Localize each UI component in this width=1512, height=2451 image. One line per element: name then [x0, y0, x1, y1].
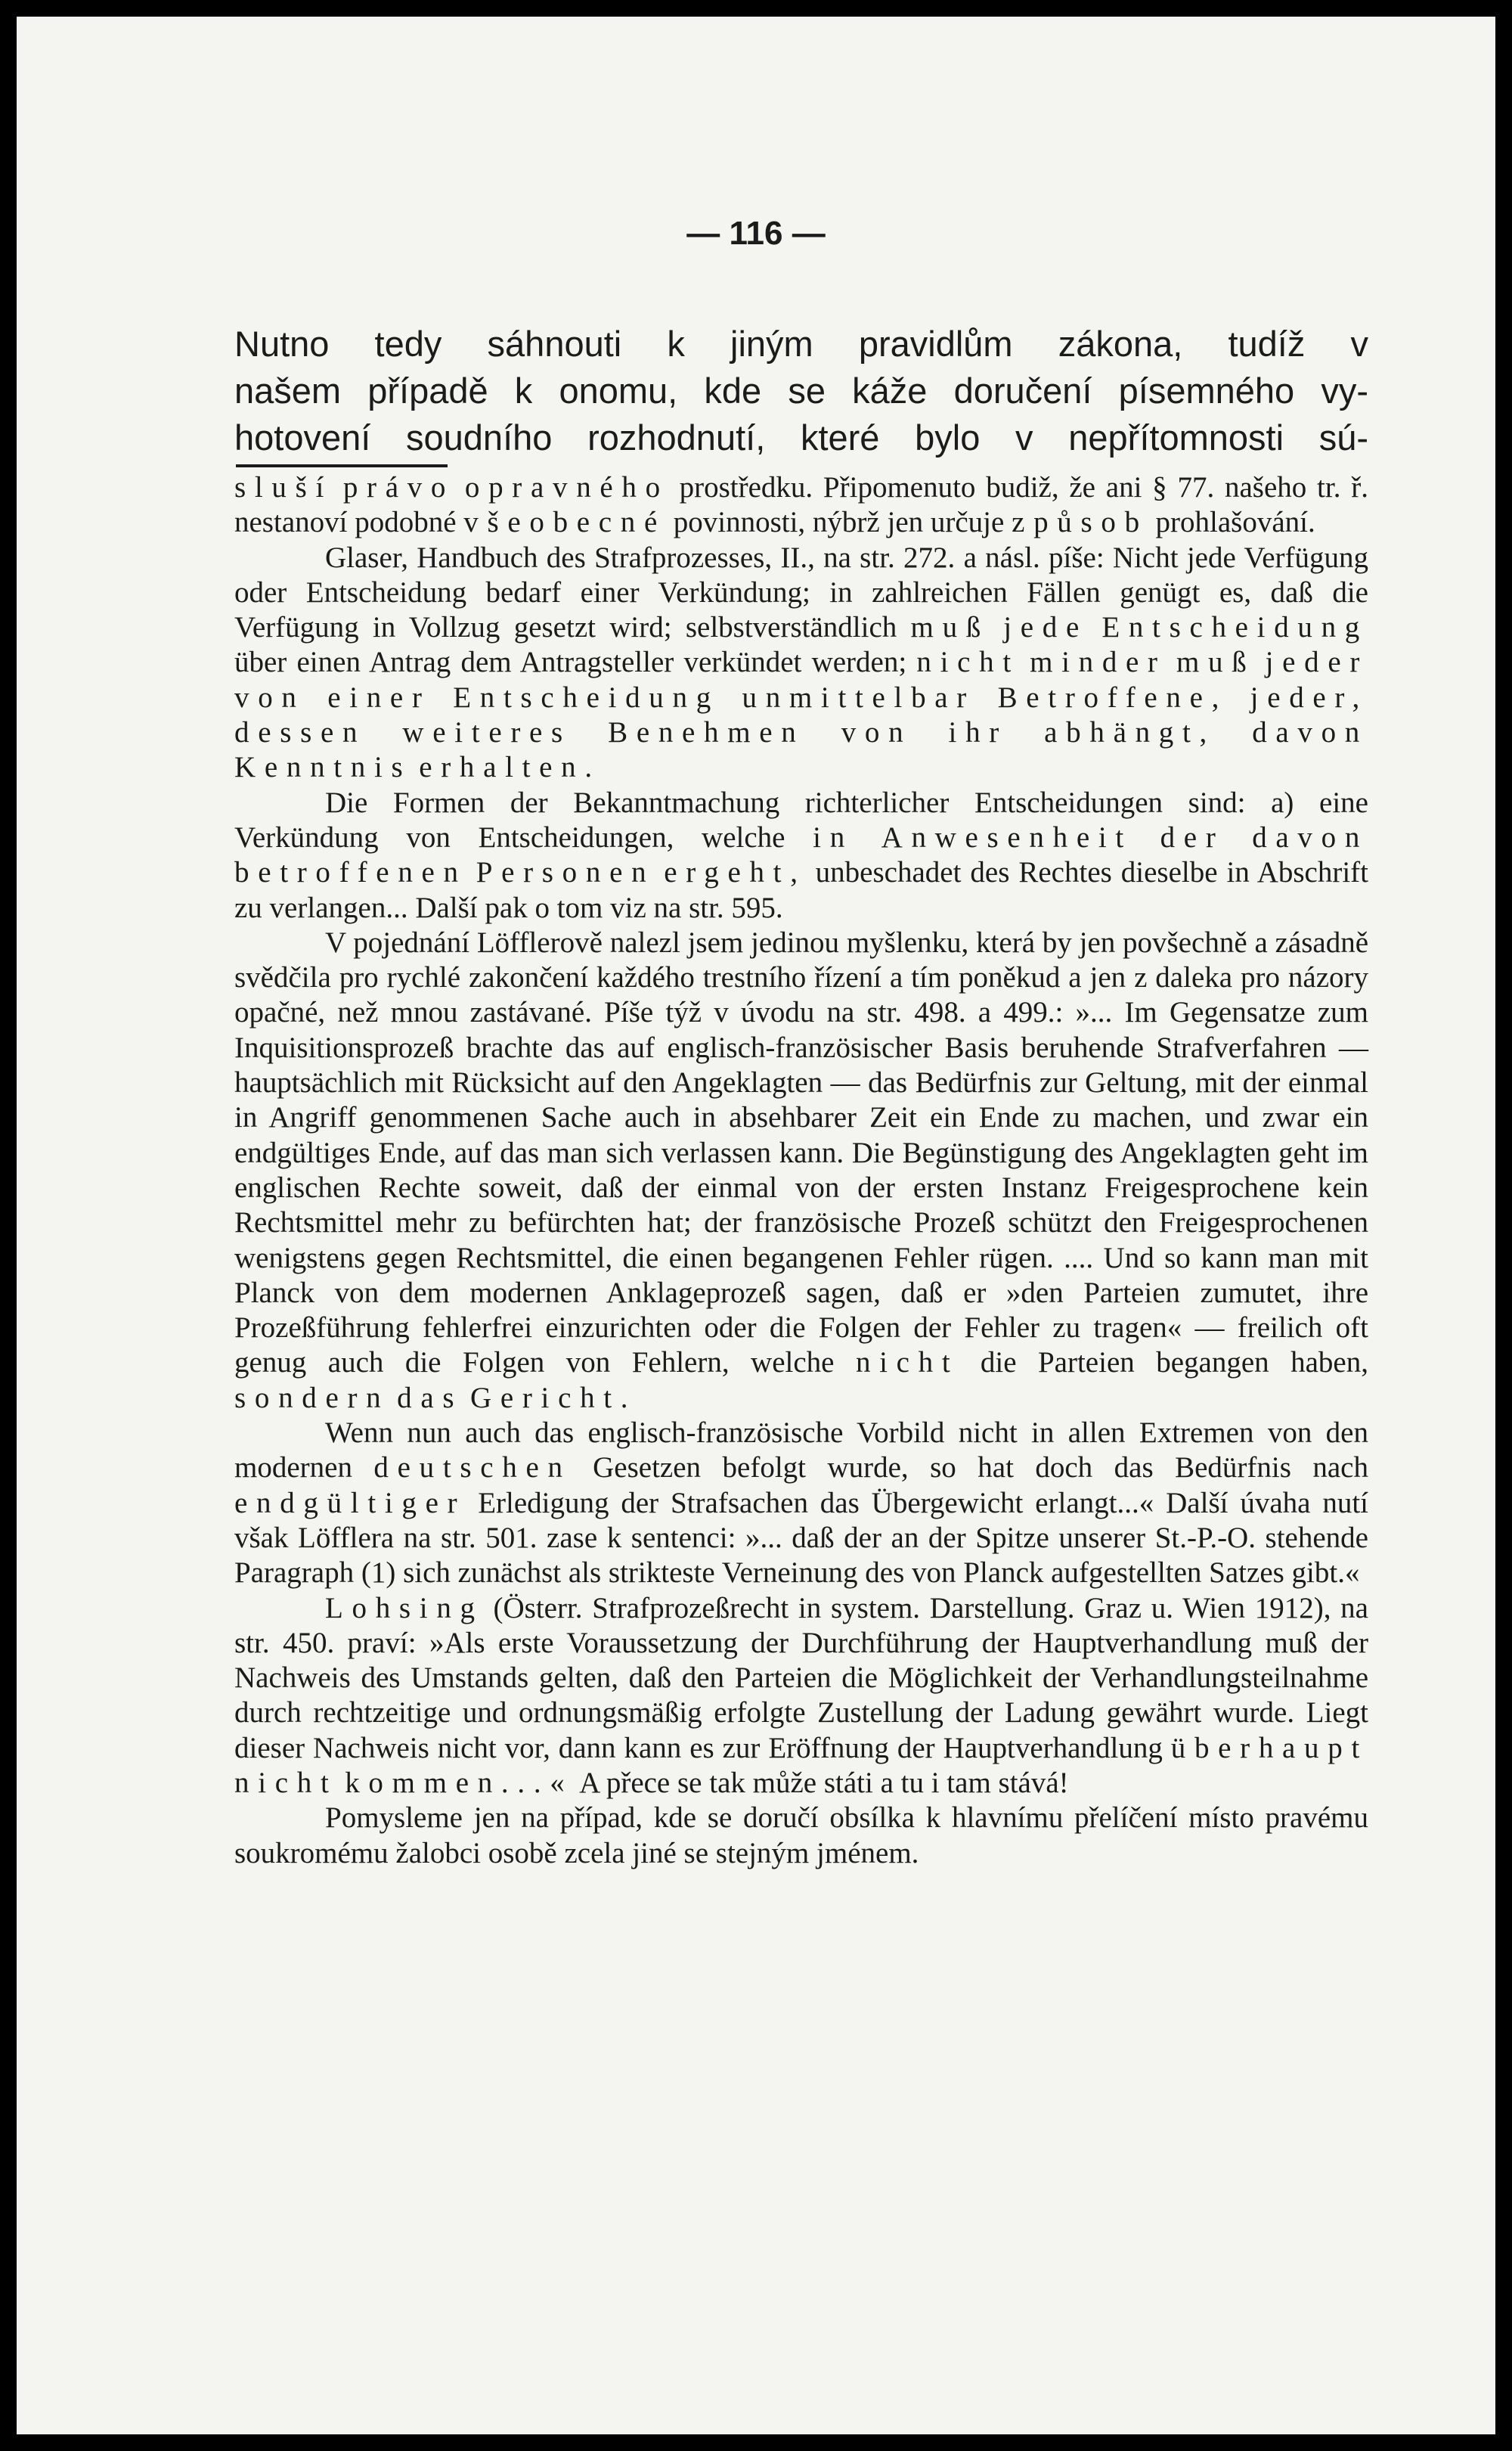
spaced-word: nicht [234, 1766, 338, 1799]
spaced-word: erhalten. [419, 751, 601, 784]
spaced-word: Entscheidung [453, 681, 720, 714]
text-run: unbeschadet des Rechtes dieselbe in Abschrift zu verlangen... Další pak o tom viz na str. 595. [234, 856, 1368, 924]
book-page [17, 17, 1495, 2434]
paragraph [234, 1801, 1368, 1871]
spaced-word: opravného [464, 471, 669, 504]
spaced-word: weiteres [402, 716, 572, 749]
paragraph [234, 1591, 1368, 1801]
spaced-word: Kenntnis [234, 751, 412, 784]
spaced-word: Personen [476, 856, 655, 889]
text-run: die Parteien begangen haben, [959, 1346, 1368, 1379]
text-run: Wenn nun auch das englisch-französische Vorbild nicht in allen Extremen von den modernen [234, 1416, 1368, 1485]
spaced-word: jeder [1265, 646, 1369, 679]
text-run: A přece se tak může státi a tu i tam stává! [573, 1766, 1069, 1799]
spaced-word: Benehmen [608, 716, 805, 749]
main-text-line: hotovení soudního rozhodnutí, které bylo v nepřítomnosti sú- [234, 417, 1368, 458]
paragraph [234, 926, 1368, 1416]
spaced-word: überhaupt [1170, 1731, 1368, 1764]
spaced-word: deutschen [373, 1451, 572, 1485]
spaced-word: dessen [234, 716, 367, 749]
text-run: Glaser, Handbuch des Strafprozesses, II., na str. 272. a násl. píše: Nicht jede Verfügung oder Entscheidung bedarf einer Verkündung; in zahlreichen Fällen genügt es, daß die Verfügung in Vollzug gesetzt wird; selbstverständlich [234, 541, 1368, 644]
spaced-word: Gericht. [469, 1381, 637, 1414]
main-text-line: našem případě k onomu, kde se káže doručení písemného vy- [234, 371, 1368, 411]
text-run: Pomysleme jen na případ, kde se doručí obsílka k hlavnímu přelíčení místo pravému soukromému žalobci osobě zcela jiné se stejným jménem. [234, 1801, 1368, 1869]
text-run: prostředku. Připomenuto budiž, že ani § 77. našeho tr. ř. nestanoví podobné [234, 471, 1368, 539]
spaced-word: von [841, 716, 912, 749]
spaced-word: davon [1252, 716, 1368, 749]
spaced-word: Betroffene, [997, 681, 1228, 714]
spaced-word: ihr [948, 716, 1008, 749]
spaced-word: nicht [855, 1346, 959, 1379]
text-run: (Österr. Strafprozeßrecht in system. Darstellung. Graz u. Wien 1912), na str. 450. praví: »Als erste Voraussetzung der Durchführung der Hauptverhandlung muß der Nachweis des Umstands gelten, daß den Parteien die Möglichkeit der Verhandlungsteilnahme durch rechtzeitige und ordnungsmäßig erfolgte Zustellung der Ladung gewährt wurde. Liegt dieser Nachweis nicht vor, dann kann es zur Eröffnung der Hauptverhandlung [234, 1591, 1368, 1764]
spaced-word: in [813, 821, 854, 854]
text-run: povinnosti, nýbrž jen určuje [666, 506, 1012, 539]
spaced-word: minder [1030, 646, 1167, 679]
spaced-word: endgültiger [234, 1486, 466, 1519]
page-number: — 116 — [686, 215, 826, 252]
paragraph [234, 470, 1368, 541]
paragraph [234, 1416, 1368, 1590]
spaced-word: muß [1176, 646, 1256, 679]
text-run: prohlašování. [1148, 506, 1315, 539]
spaced-word: Lohsing [325, 1591, 484, 1624]
main-text-block [234, 321, 1368, 461]
paragraph [234, 786, 1368, 926]
spaced-word: abhängt, [1044, 716, 1216, 749]
spaced-word: davon [1252, 821, 1369, 854]
spaced-word: der [1160, 821, 1225, 854]
spaced-word: způsob [1012, 506, 1148, 539]
text-run: Gesetzen befolgt wurde, so hat doch das Bedürfnis nach [571, 1451, 1368, 1485]
text-run: Die Formen der Bekanntmachung richterlicher Entscheidungen sind: a) eine Verkündung von Entscheidungen, welche [234, 786, 1368, 854]
spaced-word: všeobecné [463, 506, 666, 539]
spaced-word: nicht [916, 646, 1020, 679]
spaced-word: sondern [234, 1381, 390, 1414]
footnote-text-block [234, 470, 1368, 1871]
spaced-word: sluší [234, 471, 333, 504]
spaced-word: das [397, 1381, 463, 1414]
text-run: V pojednání Löfflerově nalezl jsem jedinou myšlenku, která by jen povšechně a zásadně svědčila pro rychlé zakončení každého trestního řízení a tím poněkud a jen z daleka pro názory opačné, než mnou zastávané. Píše týž v úvodu na str. 498. a 499.: »... Im Gegensatze zum Inquisitionsprozeß brachte das auf englisch-französischer Basis beruhende Strafverfahren — hauptsächlich mit Rücksicht auf den Angeklagten — das Bedürfnis zur Geltung, mit der einmal in Angriff genommenen Sache auch in absehbarer Zeit ein Ende zu machen, und zwar ein endgültiges Ende, auf das man sich verlassen kann. Die Begünstigung des Angeklagten geht im englischen Rechte soweit, daß der einmal von der ersten Instanz Freigesprochene kein Rechtsmittel mehr zu befürchten hat; der französische Prozeß schützt den Freigesprochenen wenigstens gegen Rechtsmittel, die einen begangenen Fehler rügen. .... Und so kann man mit Planck von dem modernen Anklageprozeß sagen, daß er »den Parteien zumutet, ihre Prozeßführung fehlerfrei einzurichten oder die Folgen der Fehler zu tragen« — freilich oft genug auch die Folgen von Fehlern, welche [234, 926, 1368, 1379]
footnote-divider [236, 464, 448, 467]
spaced-word: kommen...« [345, 1766, 574, 1799]
main-text-line: Nutno tedy sáhnouti k jiným pravidlům zákona, tudíž v [234, 324, 1368, 364]
spaced-word: betroffenen [234, 856, 467, 889]
spaced-word: unmittelbar [742, 681, 975, 714]
spaced-word: jede [1003, 611, 1089, 644]
spaced-word: Entscheidung [1101, 611, 1369, 644]
spaced-word: einer [327, 681, 431, 714]
spaced-word: právo [342, 471, 455, 504]
spaced-word: ergeht, [664, 856, 807, 889]
text-run: Erledigung der Strafsachen das Übergewicht erlangt...« Další úvaha nutí však Löfflera na str. 501. zase k sentenci: »... daß der an der Spitze unserer St.-P.-O. stehende Paragraph (1) sich zunächst als strikteste Verneinung des von Planck aufgestellten Satzes gibt.« [234, 1486, 1368, 1590]
spaced-word: von [234, 681, 305, 714]
paragraph [234, 541, 1368, 786]
text-run: über einen Antrag dem Antragsteller verkündet werden; [234, 646, 917, 679]
spaced-word: muß [910, 611, 990, 644]
spaced-word: jeder, [1250, 681, 1368, 714]
spaced-word: Anwesenheit [881, 821, 1132, 854]
